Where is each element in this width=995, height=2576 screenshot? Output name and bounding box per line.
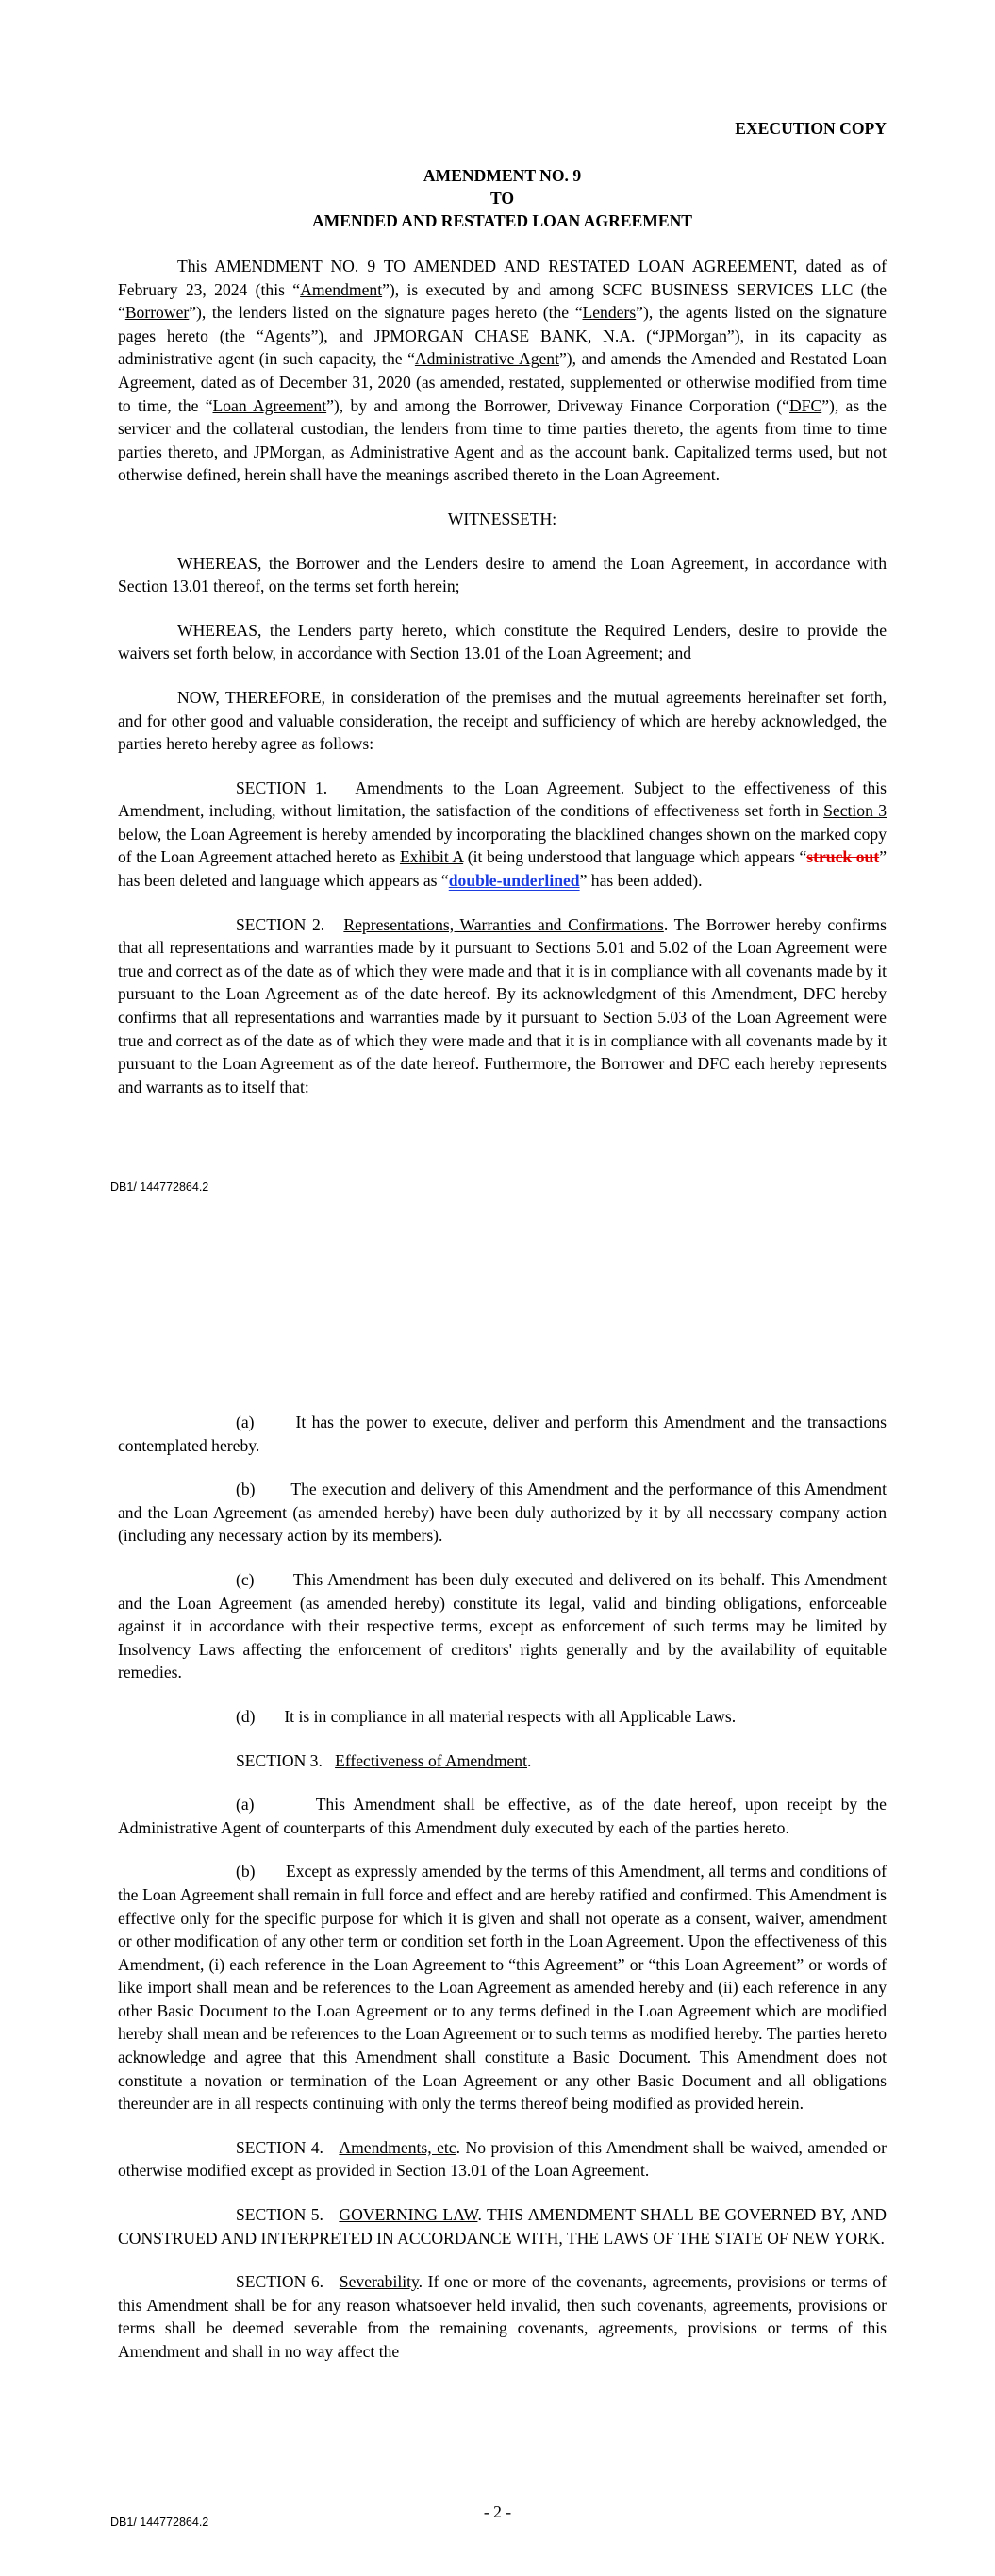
defined-term-dfc: DFC — [788, 395, 822, 415]
now-therefore-paragraph: NOW, THEREFORE, in consideration of the premises and the mutual agreements hereinafter set forth, and for other good and valuable consideration, the receipt and sufficiency of which are hereby acknowledged, the parties hereto hereby agree as follows: — [118, 687, 887, 754]
section-5-heading: GOVERNING LAW — [339, 2205, 478, 2225]
witnesseth-heading: WITNESSETH: — [447, 509, 557, 528]
intro-paragraph: This AMENDMENT NO. 9 TO AMENDED AND RESTATED LOAN AGREEMENT, dated as of February 23, 2024 (this “Amendment”), is executed by and among SCFC BUSINESS SERVICES LLC (the “Borrower”), the lenders listed on the signature pages hereto (the “Lenders”), the agents listed on the signature pages hereto (the “Agents”), and JPMORGAN CHASE BANK, N.A. (“JPMorgan”), in its capacity as administrative agent (in such capacity, the “Administrative Agent”), and amends the Amended and Restated Loan Agreement, dated as of December 31, 2020 (as amended, restated, supplemented or otherwise modified from time to time, the “Loan Agreement”), by and among the Borrower, Driveway Finance Corporation (“DFC”), as the servicer and the collateral custodian, the lenders from time to time parties thereto, the agents from time to time parties thereto, and JPMorgan, as Administrative Agent and as the account bank. Capitalized terms used, but not otherwise defined, herein shall have the meanings ascribed thereto in the Loan Agreement. — [118, 257, 887, 485]
defined-term-administrative-agent: Administrative Agent — [414, 349, 559, 369]
section-2-label: SECTION 2. — [236, 914, 325, 934]
page-1-document-id: DB1/ 144772864.2 — [110, 1180, 209, 1194]
rep-item-b: (b) The execution and delivery of this Amendment and the performance of this Amendment and the Loan Agreement (as amended hereby) have been duly authorized by it by all necessary company action (including any necessary action by its members). — [118, 1480, 887, 1546]
section-6-label: SECTION 6. — [236, 2272, 324, 2292]
defined-term-agents: Agents — [263, 326, 311, 345]
page-2-document-id: DB1/ 144772864.2 — [110, 2516, 209, 2529]
title-line-1: AMENDMENT NO. 9 — [423, 166, 582, 185]
section-3-reference: Section 3 — [823, 801, 887, 821]
rep-item-a: (a) It has the power to execute, deliver and perform this Amendment and the transactions contemplated hereby. — [118, 1413, 887, 1455]
section-1-heading: Amendments to the Loan Agreement — [355, 778, 621, 797]
whereas-paragraph-1: WHEREAS, the Borrower and the Lenders desire to amend the Loan Agreement, in accordance with Section 13.01 thereof, on the terms set forth herein; — [118, 553, 887, 596]
section-4-paragraph: SECTION 4. Amendments, etc. No provision of this Amendment shall be waived, amended or otherwise modified except as provided in Section 13.01 of the Loan Agreement. — [118, 2137, 887, 2181]
whereas-paragraph-2: WHEREAS, the Lenders party hereto, which constitute the Required Lenders, desire to provide the waivers set forth below, in accordance with Section 13.01 of the Loan Agreement; and — [118, 620, 887, 663]
section-1-label: SECTION 1. — [236, 778, 328, 797]
defined-term-jpmorgan: JPMorgan — [658, 326, 727, 345]
rep-item-d: (d) It is in compliance in all material respects with all Applicable Laws. — [236, 1706, 737, 1726]
double-underlined-example: double-underlined — [448, 871, 580, 891]
section-2-paragraph: SECTION 2. Representations, Warranties and Confirmations. The Borrower hereby confirms that all representations and warranties made by it pursuant to Sections 5.01 and 5.02 of the Loan Agreement were true and correct as of the date as of which they were made and that it is in compliance with all covenants made by it pursuant to the Loan Agreement as of the date hereof. By its acknowledgment of this Amendment, DFC hereby confirms that all representations and warranties made by it pursuant to Section 5.03 of the Loan Agreement were true and correct as of the date as of which they were made and that it is in compliance with all covenants made by it pursuant to the Loan Agreement as of the date hereof. Furthermore, the Borrower and DFC each hereby represents and warrants as to itself that: — [118, 914, 887, 1096]
page-number: - 2 - — [483, 2502, 512, 2521]
struck-out-example: struck out — [806, 847, 880, 867]
section-6-heading: Severability — [339, 2272, 419, 2292]
defined-term-borrower: Borrower — [124, 303, 190, 323]
section-3-item-a: (a) This Amendment shall be effective, as of the date hereof, upon receipt by the Administrative Agent of counterparts of this Amendment duly executed by each of the parties hereto. — [118, 1795, 887, 1837]
execution-copy-label: EXECUTION COPY — [735, 119, 887, 138]
title-line-2: TO — [489, 189, 515, 208]
defined-term-loan-agreement: Loan Agreement — [212, 395, 327, 415]
defined-term-amendment: Amendment — [300, 279, 383, 299]
exhibit-a-reference: Exhibit A — [399, 847, 464, 867]
section-4-heading: Amendments, etc — [339, 2137, 456, 2157]
section-3-heading: Effectiveness of Amendment — [335, 1750, 527, 1770]
title-line-3: AMENDED AND RESTATED LOAN AGREEMENT — [311, 211, 693, 230]
page-1-body — [118, 164, 887, 1119]
section-3-label: SECTION 3. — [236, 1750, 323, 1770]
section-5-paragraph: SECTION 5. GOVERNING LAW. THIS AMENDMENT SHALL BE GOVERNED BY, AND CONSTRUED AND INTERPRETED IN ACCORDANCE WITH, THE LAWS OF THE STATE OF NEW YORK. — [118, 2205, 887, 2248]
section-1-paragraph: SECTION 1. Amendments to the Loan Agreement. Subject to the effectiveness of this Amendment, including, without limitation, the satisfaction of the conditions of effectiveness set forth in Section 3 below, the Loan Agreement is hereby amended by incorporating the blacklined changes shown on the marked copy of the Loan Agreement attached hereto as Exhibit A (it being understood that language which appears “struck out” has been deleted and language which appears as “double-underlined” has been added). — [118, 778, 887, 891]
section-2-heading: Representations, Warranties and Confirmations — [343, 914, 664, 934]
section-3-item-b: (b) Except as expressly amended by the terms of this Amendment, all terms and conditions of the Loan Agreement shall remain in full force and effect and are hereby ratified and confirmed. This Amendment is effective only for the specific purpose for which it is given and shall not operate as a consent, waiver, amendment or other modification of any other term or condition set forth in the Loan Agreement. Upon the effectiveness of this Amendment, (i) each reference in the Loan Agreement to “this Agreement” or “this Loan Agreement” or words of like import shall mean and be references to the Loan Agreement as amended hereby and (ii) each reference in any other Basic Document to the Loan Agreement or to any terms defined in the Loan Agreement which are modified hereby shall mean and be references to the Loan Agreement or to such terms as modified hereby. The parties hereto acknowledge and agree that this Amendment shall constitute a Basic Document. This Amendment does not constitute a novation or termination of the Loan Agreement or any other Basic Document and all obligations thereunder are in all respects continuing with only the terms thereof being modified as provided herein. — [118, 1862, 887, 2114]
rep-item-c: (c) This Amendment has been duly executed and delivered on its behalf. This Amendment and the Loan Agreement (as amended hereby) constitute its legal, valid and binding obligations, enforceable against it in accordance with their respective terms, except as enforcement of such terms may be limited by Insolvency Laws affecting the enforcement of creditors' rights generally and by the availability of equitable remedies. — [118, 1569, 887, 1682]
defined-term-lenders: Lenders — [582, 303, 637, 323]
section-4-label: SECTION 4. — [236, 2137, 323, 2157]
document-page-2 — [0, 1288, 995, 2576]
section-6-paragraph: SECTION 6. Severability. If one or more of the covenants, agreements, provisions or terms of this Amendment shall be for any reason whatsoever held invalid, then such covenants, agreements, provisions or terms shall be deemed severable from the remaining covenants, agreements, provisions or terms of this Amendment and shall in no way affect the — [118, 2272, 887, 2361]
section-5-label: SECTION 5. — [236, 2205, 323, 2225]
section-3-heading-paragraph: SECTION 3. Effectiveness of Amendment. — [236, 1750, 532, 1770]
page-2-body — [118, 1411, 887, 2384]
document-title — [118, 164, 887, 232]
